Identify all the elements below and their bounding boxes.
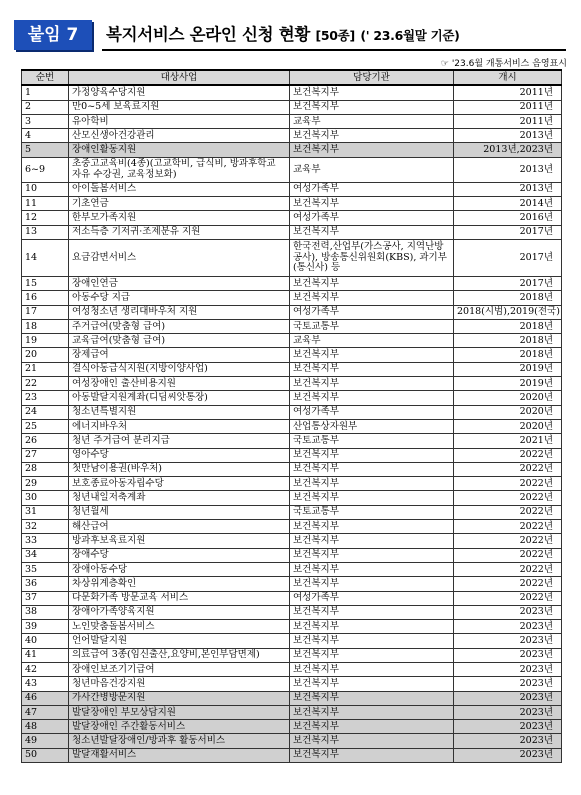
- row-agency: 여성가족부: [290, 182, 454, 196]
- row-agency: 보건복지부: [290, 291, 454, 305]
- table-row: [22, 391, 562, 405]
- row-program: 에너지바우처: [69, 419, 290, 433]
- table-row: [22, 462, 562, 476]
- row-number: 23: [22, 391, 69, 405]
- row-agency: 보건복지부: [290, 225, 454, 239]
- table-row: [22, 677, 562, 691]
- row-agency: 보건복지부: [290, 534, 454, 548]
- col-header-start: 개시: [454, 70, 562, 85]
- row-start-year: 2023년: [454, 720, 562, 734]
- col-header-agency: 담당기관: [290, 70, 454, 85]
- row-start-year: 2018년: [454, 334, 562, 348]
- table-row: [22, 477, 562, 491]
- row-agency: 여성가족부: [290, 405, 454, 419]
- table-row: [22, 648, 562, 662]
- row-agency: 교육부: [290, 114, 454, 128]
- table-row: [22, 448, 562, 462]
- row-number: 16: [22, 291, 69, 305]
- table-row: [22, 211, 562, 225]
- row-start-year: 2023년: [454, 691, 562, 705]
- col-header-program: 대상사업: [69, 70, 290, 85]
- row-agency: 보건복지부: [290, 129, 454, 143]
- row-start-year: 2021년: [454, 434, 562, 448]
- row-agency: 보건복지부: [290, 462, 454, 476]
- row-number: 11: [22, 197, 69, 211]
- row-agency: 보건복지부: [290, 477, 454, 491]
- row-program: 청소년발달장애인/방과후 활동서비스: [69, 734, 290, 748]
- row-start-year: 2023년: [454, 748, 562, 762]
- row-program: 차상위계층확인: [69, 577, 290, 591]
- row-start-year: 2022년: [454, 591, 562, 605]
- row-start-year: 2022년: [454, 534, 562, 548]
- row-agency: 여성가족부: [290, 211, 454, 225]
- row-start-year: 2023년: [454, 634, 562, 648]
- row-start-year: 2019년: [454, 377, 562, 391]
- row-start-year: 2017년: [454, 239, 562, 276]
- row-program: 장애인활동지원: [69, 143, 290, 157]
- row-program: 발달재활서비스: [69, 748, 290, 762]
- table-row: [22, 291, 562, 305]
- row-agency: 보건복지부: [290, 348, 454, 362]
- row-number: 21: [22, 362, 69, 376]
- row-start-year: 2011년: [454, 85, 562, 100]
- row-program: 결식아동급식지원(지방이양사업): [69, 362, 290, 376]
- row-agency: 보건복지부: [290, 362, 454, 376]
- row-program: 다문화가족 방문교육 서비스: [69, 591, 290, 605]
- row-program: 발달장애인 부모상담지원: [69, 705, 290, 719]
- row-start-year: 2022년: [454, 520, 562, 534]
- row-agency: 교육부: [290, 334, 454, 348]
- row-start-year: 2022년: [454, 462, 562, 476]
- row-number: 1: [22, 85, 69, 100]
- table-row: [22, 225, 562, 239]
- row-program: 언어발달지원: [69, 634, 290, 648]
- row-start-year: 2018년: [454, 291, 562, 305]
- row-program: 청소년특별지원: [69, 405, 290, 419]
- table-row: [22, 305, 562, 319]
- row-agency: 국토교통부: [290, 434, 454, 448]
- row-number: 28: [22, 462, 69, 476]
- row-start-year: 2023년: [454, 605, 562, 619]
- row-number: 22: [22, 377, 69, 391]
- row-number: 27: [22, 448, 69, 462]
- row-program: 장애인보조기기급여: [69, 662, 290, 676]
- row-program: 청년월세: [69, 505, 290, 519]
- row-number: 17: [22, 305, 69, 319]
- row-agency: 보건복지부: [290, 720, 454, 734]
- row-number: 43: [22, 677, 69, 691]
- row-program: 장애아가족양육지원: [69, 605, 290, 619]
- table-row: [22, 348, 562, 362]
- row-program: 만0~5세 보육료지원: [69, 100, 290, 114]
- row-start-year: 2022년: [454, 477, 562, 491]
- row-program: 장애아동수당: [69, 562, 290, 576]
- table-row: [22, 591, 562, 605]
- row-number: 2: [22, 100, 69, 114]
- row-number: 31: [22, 505, 69, 519]
- row-start-year: 2013년,2023년: [454, 143, 562, 157]
- table-row: [22, 434, 562, 448]
- row-start-year: 2023년: [454, 677, 562, 691]
- row-agency: 국토교통부: [290, 319, 454, 333]
- table-row: [22, 182, 562, 196]
- table-row: [22, 720, 562, 734]
- row-number: 46: [22, 691, 69, 705]
- table-row: [22, 748, 562, 762]
- row-agency: 보건복지부: [290, 620, 454, 634]
- row-program: 청년내일저축계좌: [69, 491, 290, 505]
- row-start-year: 2022년: [454, 562, 562, 576]
- row-number: 3: [22, 114, 69, 128]
- row-agency: 보건복지부: [290, 143, 454, 157]
- row-program: 교육급여(맞춤형 급여): [69, 334, 290, 348]
- row-program: 요금감면서비스: [69, 239, 290, 276]
- row-agency: 보건복지부: [290, 520, 454, 534]
- row-agency: 보건복지부: [290, 377, 454, 391]
- title-basis: (' 23.6월말 기준): [360, 28, 460, 43]
- row-program: 영아수당: [69, 448, 290, 462]
- table-row: [22, 157, 562, 182]
- attachment-badge: 붙임 7: [14, 20, 92, 50]
- row-agency: 여성가족부: [290, 305, 454, 319]
- row-number: 36: [22, 577, 69, 591]
- row-start-year: 2020년: [454, 391, 562, 405]
- row-number: 30: [22, 491, 69, 505]
- row-start-year: 2023년: [454, 662, 562, 676]
- row-program: 청년마음건강지원: [69, 677, 290, 691]
- row-program: 장제급여: [69, 348, 290, 362]
- row-agency: 보건복지부: [290, 605, 454, 619]
- row-program: 여성청소년 생리대바우처 지원: [69, 305, 290, 319]
- row-program: 여성장애인 출산비용지원: [69, 377, 290, 391]
- row-number: 14: [22, 239, 69, 276]
- row-start-year: 2018년: [454, 348, 562, 362]
- col-header-no: 순번: [22, 70, 69, 85]
- row-number: 20: [22, 348, 69, 362]
- title-text: 복지서비스 온라인 신청 현황: [106, 25, 311, 44]
- row-number: 5: [22, 143, 69, 157]
- title-underline: [102, 49, 566, 51]
- row-number: 48: [22, 720, 69, 734]
- row-start-year: 2022년: [454, 577, 562, 591]
- row-number: 26: [22, 434, 69, 448]
- row-program: 초중고교육비(4종)(고교학비, 급식비, 방과후학교 자유 수강권, 교육정보화): [69, 157, 290, 182]
- row-start-year: 2013년: [454, 129, 562, 143]
- row-start-year: 2023년: [454, 620, 562, 634]
- row-number: 37: [22, 591, 69, 605]
- row-agency: 한국전력,산업부(가스공사, 지역난방공사), 방송통신위원회(KBS), 과기부(통신사) 등: [290, 239, 454, 276]
- row-agency: 보건복지부: [290, 748, 454, 762]
- row-number: 38: [22, 605, 69, 619]
- row-program: 방과후보육료지원: [69, 534, 290, 548]
- row-agency: 보건복지부: [290, 197, 454, 211]
- row-agency: 보건복지부: [290, 562, 454, 576]
- table-row: [22, 143, 562, 157]
- row-start-year: 2011년: [454, 114, 562, 128]
- row-number: 15: [22, 276, 69, 290]
- row-number: 6~9: [22, 157, 69, 182]
- row-program: 발달장애인 주간활동서비스: [69, 720, 290, 734]
- row-program: 청년 주거급여 분리지급: [69, 434, 290, 448]
- row-start-year: 2013년: [454, 182, 562, 196]
- table-row: [22, 276, 562, 290]
- row-start-year: 2023년: [454, 734, 562, 748]
- row-program: 의료급여 3종(임신출산,요양비,본인부담면제): [69, 648, 290, 662]
- table-row: [22, 505, 562, 519]
- row-program: 가사간병방문지원: [69, 691, 290, 705]
- table-row: [22, 691, 562, 705]
- row-program: 장애인연금: [69, 276, 290, 290]
- row-number: 10: [22, 182, 69, 196]
- row-agency: 교육부: [290, 157, 454, 182]
- row-number: 13: [22, 225, 69, 239]
- row-agency: 보건복지부: [290, 648, 454, 662]
- table-row: [22, 239, 562, 276]
- row-number: 33: [22, 534, 69, 548]
- row-start-year: 2018년: [454, 319, 562, 333]
- row-program: 가정양육수당지원: [69, 85, 290, 100]
- row-start-year: 2019년: [454, 362, 562, 376]
- row-agency: 산업통상자원부: [290, 419, 454, 433]
- row-start-year: 2011년: [454, 100, 562, 114]
- row-agency: 보건복지부: [290, 705, 454, 719]
- table-row: [22, 419, 562, 433]
- row-start-year: 2023년: [454, 648, 562, 662]
- row-agency: 보건복지부: [290, 448, 454, 462]
- row-program: 한부모가족지원: [69, 211, 290, 225]
- row-program: 첫만남이용권(바우처): [69, 462, 290, 476]
- row-start-year: 2022년: [454, 448, 562, 462]
- table-row: [22, 362, 562, 376]
- service-table: [21, 69, 562, 763]
- row-program: 보호종료아동자립수당: [69, 477, 290, 491]
- row-start-year: 2022년: [454, 491, 562, 505]
- row-start-year: 2022년: [454, 505, 562, 519]
- row-agency: 보건복지부: [290, 548, 454, 562]
- row-agency: 국토교통부: [290, 505, 454, 519]
- table-row: [22, 100, 562, 114]
- row-agency: 보건복지부: [290, 276, 454, 290]
- row-number: 24: [22, 405, 69, 419]
- row-start-year: 2022년: [454, 548, 562, 562]
- row-start-year: 2018(시범),2019(전국): [454, 305, 562, 319]
- row-start-year: 2020년: [454, 419, 562, 433]
- row-start-year: 2017년: [454, 225, 562, 239]
- shading-note: ☞ '23.6월 개통서비스 음영표시: [440, 59, 567, 69]
- row-number: 49: [22, 734, 69, 748]
- table-row: [22, 491, 562, 505]
- row-program: 주거급여(맞춤형 급여): [69, 319, 290, 333]
- row-agency: 보건복지부: [290, 634, 454, 648]
- table-row: [22, 114, 562, 128]
- row-program: 아동발달지원계좌(디딤씨앗통장): [69, 391, 290, 405]
- row-agency: 보건복지부: [290, 662, 454, 676]
- row-number: 39: [22, 620, 69, 634]
- row-agency: 보건복지부: [290, 100, 454, 114]
- page-title: [106, 22, 460, 49]
- row-number: 40: [22, 634, 69, 648]
- row-start-year: 2016년: [454, 211, 562, 225]
- row-agency: 보건복지부: [290, 677, 454, 691]
- row-program: 장애수당: [69, 548, 290, 562]
- row-start-year: 2013년: [454, 157, 562, 182]
- row-program: 아이돌봄서비스: [69, 182, 290, 196]
- table-row: [22, 334, 562, 348]
- row-number: 18: [22, 319, 69, 333]
- row-agency: 보건복지부: [290, 85, 454, 100]
- table-row: [22, 620, 562, 634]
- title-count: [50종]: [315, 28, 355, 43]
- table-row: [22, 577, 562, 591]
- row-agency: 보건복지부: [290, 734, 454, 748]
- table-row: [22, 197, 562, 211]
- row-number: 41: [22, 648, 69, 662]
- row-number: 25: [22, 419, 69, 433]
- row-number: 32: [22, 520, 69, 534]
- table-row: [22, 634, 562, 648]
- table-body: [22, 85, 562, 762]
- table-row: [22, 85, 562, 100]
- row-start-year: 2014년: [454, 197, 562, 211]
- table-row: [22, 705, 562, 719]
- row-program: 산모신생아건강관리: [69, 129, 290, 143]
- table-row: [22, 534, 562, 548]
- row-number: 50: [22, 748, 69, 762]
- table-row: [22, 319, 562, 333]
- row-agency: 보건복지부: [290, 577, 454, 591]
- row-agency: 보건복지부: [290, 391, 454, 405]
- table-row: [22, 548, 562, 562]
- table-row: [22, 734, 562, 748]
- row-start-year: 2023년: [454, 705, 562, 719]
- row-program: 저소득층 기저귀·조제분유 지원: [69, 225, 290, 239]
- row-number: 4: [22, 129, 69, 143]
- table-row: [22, 405, 562, 419]
- row-number: 19: [22, 334, 69, 348]
- row-program: 기초연금: [69, 197, 290, 211]
- row-agency: 여성가족부: [290, 591, 454, 605]
- table-row: [22, 605, 562, 619]
- row-number: 42: [22, 662, 69, 676]
- row-number: 12: [22, 211, 69, 225]
- row-program: 아동수당 지급: [69, 291, 290, 305]
- row-program: 해산급여: [69, 520, 290, 534]
- table-row: [22, 129, 562, 143]
- table-row: [22, 562, 562, 576]
- row-agency: 보건복지부: [290, 691, 454, 705]
- row-number: 47: [22, 705, 69, 719]
- row-program: 노인맞춤돌봄서비스: [69, 620, 290, 634]
- row-start-year: 2020년: [454, 405, 562, 419]
- table-row: [22, 662, 562, 676]
- row-program: 유아학비: [69, 114, 290, 128]
- table-row: [22, 377, 562, 391]
- row-start-year: 2017년: [454, 276, 562, 290]
- page-header: [14, 20, 566, 52]
- row-number: 35: [22, 562, 69, 576]
- row-agency: 보건복지부: [290, 491, 454, 505]
- row-number: 34: [22, 548, 69, 562]
- table-header-row: [22, 70, 562, 85]
- table-row: [22, 520, 562, 534]
- row-number: 29: [22, 477, 69, 491]
